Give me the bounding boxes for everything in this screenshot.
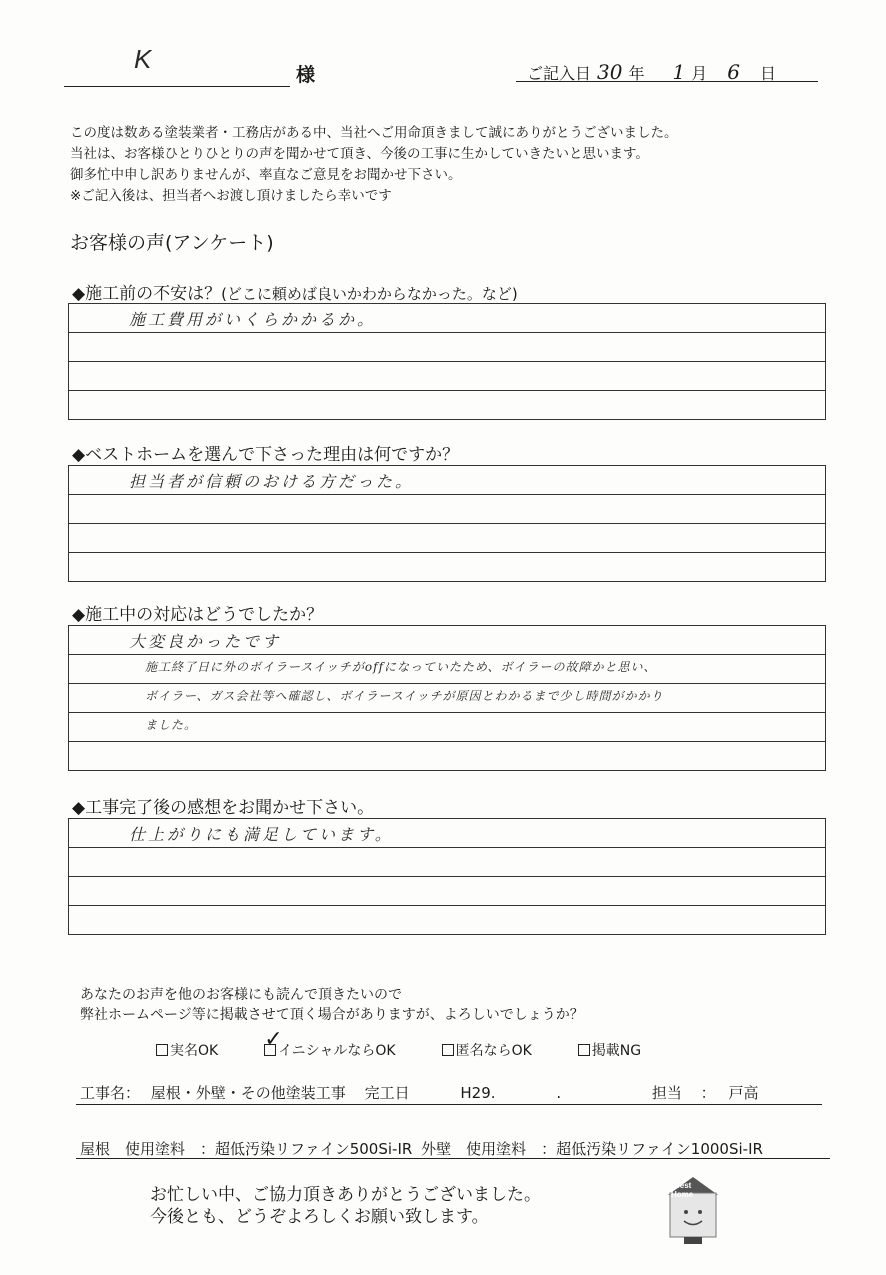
logo-eye-left <box>684 1210 688 1214</box>
permission-text <box>80 985 584 1025</box>
logo-eye-right <box>698 1210 702 1214</box>
answer-line[interactable] <box>69 626 825 655</box>
honorific: 様 <box>296 64 316 86</box>
date-month: 1 <box>672 60 686 84</box>
answer-box <box>68 818 826 935</box>
answer-text: 大変良かったです <box>129 632 282 651</box>
question-title-text: ◆施工中の対応はどうでしたか？ <box>72 605 324 625</box>
answer-line[interactable] <box>69 655 825 684</box>
answer-box <box>68 303 826 420</box>
option-label: イニシャルならOK <box>278 1043 396 1059</box>
logo-text-line1: Best <box>674 1181 692 1190</box>
answer-text: 担当者が信頼のおける方だった。 <box>129 472 415 491</box>
completion-value: H29. <box>460 1084 496 1102</box>
roof-paint: 超低汚染リファイン500Si-IR <box>215 1140 413 1158</box>
date-year-unit: 年 <box>628 64 645 83</box>
paint-info <box>80 1138 763 1159</box>
work-info <box>80 1082 758 1103</box>
date-underline <box>516 81 818 82</box>
checkbox[interactable] <box>156 1044 168 1056</box>
answer-line[interactable] <box>69 819 825 848</box>
wall-paint-label: 外壁 使用塗料 ： <box>421 1140 557 1158</box>
answer-text: ボイラー、ガス会社等へ確認し、ボイラースイッチが原因とわかるまで少し時間がかかり <box>145 689 664 703</box>
question-title <box>72 793 374 818</box>
answer-text: 施工費用がいくらかかるか。 <box>129 310 377 329</box>
work-name: 屋根・外壁・その他塗装工事 <box>150 1084 346 1102</box>
option-initials[interactable] <box>264 1040 395 1060</box>
answer-line[interactable] <box>69 684 825 713</box>
date-year: 30 <box>597 60 623 84</box>
answer-box <box>68 465 826 582</box>
question-title <box>72 600 323 625</box>
customer-name-underline <box>64 86 290 87</box>
option-label: 実名OK <box>170 1043 219 1059</box>
date-day-unit: 日 <box>759 64 776 83</box>
answer-text: ました。 <box>145 718 198 732</box>
intro-text <box>70 123 678 207</box>
customer-name: K <box>134 44 155 74</box>
best-home-logo <box>666 1175 720 1245</box>
answer-line[interactable] <box>69 877 825 906</box>
staff-label: 担当 <box>651 1084 682 1102</box>
option-no-publish[interactable] <box>578 1040 641 1060</box>
intro-line: 当社は、お客様ひとりひとりの声を聞かせて頂き、今後の工事に生かしていきたいと思います。 <box>70 146 649 162</box>
answer-box <box>68 625 826 771</box>
closing-line: お忙しい中、ご協力頂きありがとうございました。 <box>150 1185 541 1205</box>
answer-text: 仕上がりにも満足しています。 <box>129 825 394 844</box>
section-title: お客様の声(アンケート) <box>70 232 274 254</box>
logo-base <box>684 1237 702 1244</box>
option-real-name[interactable] <box>156 1040 218 1060</box>
answer-line[interactable] <box>69 466 825 495</box>
answer-line[interactable] <box>69 524 825 553</box>
option-label: 匿名ならOK <box>455 1043 532 1059</box>
question-subtitle: (どこに頼めば良いかわからなかった。など) <box>221 285 518 303</box>
checkbox-checked[interactable] <box>264 1044 276 1056</box>
answer-line[interactable] <box>69 333 825 362</box>
staff-separator: ： <box>700 1084 716 1102</box>
closing-message <box>150 1184 541 1228</box>
answer-line[interactable] <box>69 713 825 742</box>
wall-paint: 超低汚染リファイン1000Si-IR <box>556 1140 763 1158</box>
question-title-text: ◆施工前の不安は？ <box>72 284 222 304</box>
logo-house <box>670 1193 716 1237</box>
completion-dot: . <box>556 1084 562 1102</box>
date-label: ご記入日 <box>527 64 592 83</box>
answer-line[interactable] <box>69 742 825 771</box>
date-month-unit: 月 <box>691 64 708 83</box>
intro-line: 御多忙中申し訳ありませんが、率直なご意見をお聞かせ下さい。 <box>70 167 462 183</box>
completion-label: 完工日 <box>364 1084 410 1102</box>
question-title-text: ◆ベストホームを選んで下さった理由は何ですか？ <box>72 445 460 465</box>
answer-line[interactable] <box>69 362 825 391</box>
staff-name: 戸高 <box>728 1084 759 1102</box>
logo-text-line2: Home <box>671 1190 694 1199</box>
answer-line[interactable] <box>69 553 825 582</box>
question-title-text: ◆工事完了後の感想をお聞かせ下さい。 <box>72 798 375 818</box>
permission-line: あなたのお声を他のお客様にも読んで頂きたいので <box>80 987 402 1003</box>
permission-line: 弊社ホームページ等に掲載させて頂く場合がありますが、よろしいでしょうか？ <box>80 1007 584 1023</box>
option-anonymous[interactable] <box>442 1040 532 1060</box>
answer-line[interactable] <box>69 495 825 524</box>
answer-line[interactable] <box>69 304 825 333</box>
permission-options <box>156 1040 687 1060</box>
closing-line: 今後とも、どうぞよろしくお願い致します。 <box>150 1207 489 1227</box>
paint-info-underline <box>76 1158 830 1159</box>
answer-text: 施工終了日に外のボイラースイッチがoffになっていたため、ボイラーの故障かと思い、 <box>145 660 657 674</box>
intro-line: この度は数ある塗装業者・工務店がある中、当社へご用命頂きまして誠にありがとうございました。 <box>70 125 678 141</box>
question-title <box>72 440 459 465</box>
date-day: 6 <box>727 60 740 84</box>
option-label: 掲載NG <box>591 1043 642 1059</box>
checkbox[interactable] <box>578 1044 590 1056</box>
question-title <box>72 279 518 304</box>
checkbox[interactable] <box>442 1044 454 1056</box>
answer-line[interactable] <box>69 906 825 935</box>
answer-line[interactable] <box>69 391 825 420</box>
intro-line: ※ご記入後は、担当者へお渡し頂けましたら幸いです <box>70 188 392 204</box>
work-info-underline <box>76 1104 822 1105</box>
work-name-label: 工事名： <box>80 1084 141 1102</box>
answer-line[interactable] <box>69 848 825 877</box>
roof-paint-label: 屋根 使用塗料 ： <box>80 1140 216 1158</box>
